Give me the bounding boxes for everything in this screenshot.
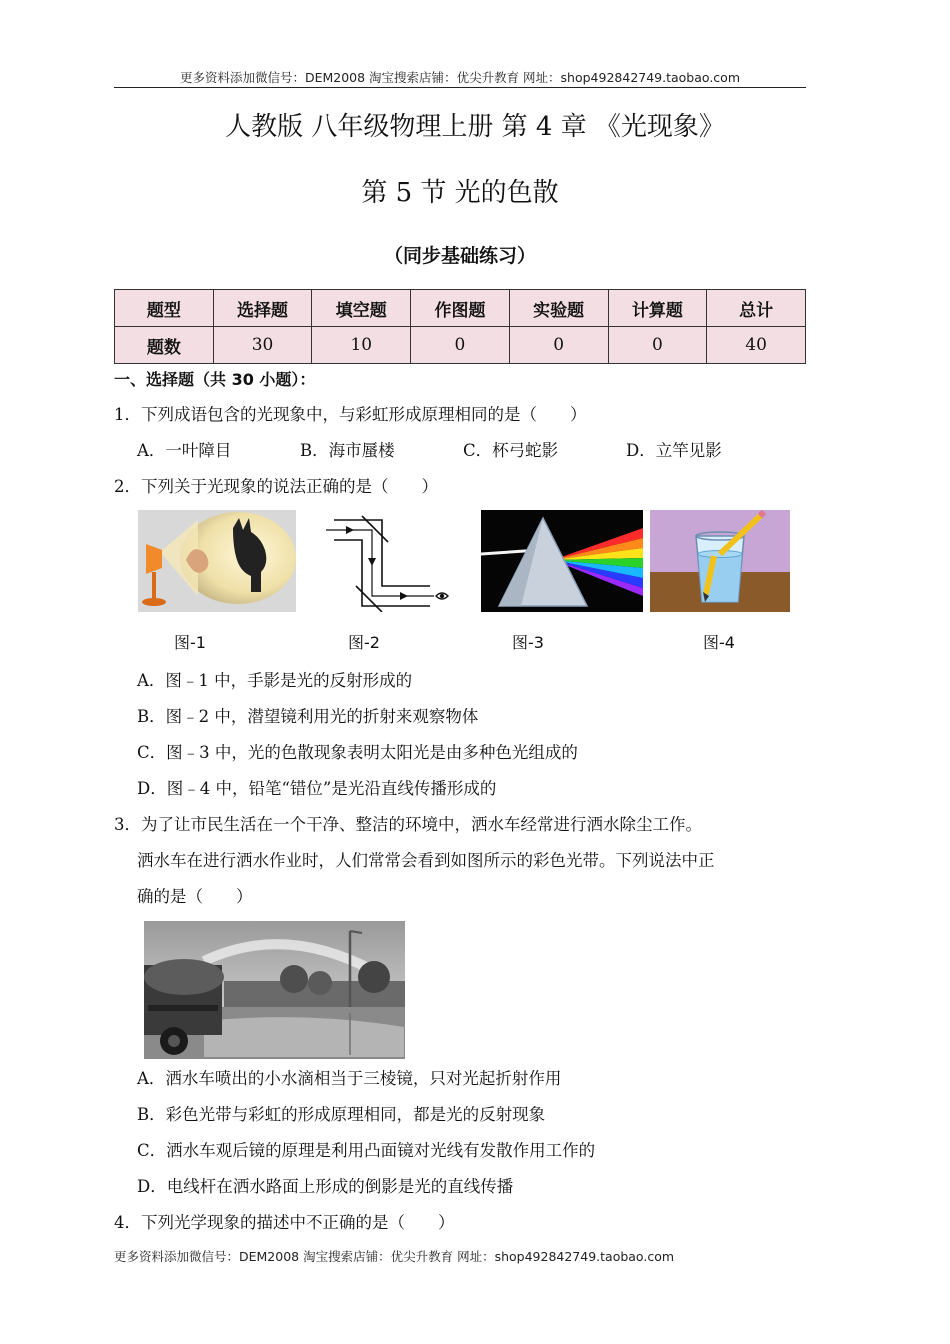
question-3-option-d: D．电线杆在洒水路面上形成的倒影是光的直线传播 [137,1177,514,1196]
stats-header-row [115,290,806,327]
question-1-option-d: D．立竿见影 [626,441,722,460]
stats-header-cell: 题型 [115,290,214,327]
page-header: 更多资料添加微信号：DEM2008 淘宝搜索店铺：优尖升教育 网址：shop492842749.taobao.com [179,70,741,85]
question-stats-table [114,289,806,364]
stats-header-cell: 作图题 [411,290,510,327]
question-2-option-d: D．图﹣4 中，铅笔“错位”是光沿直线传播形成的 [137,779,497,798]
stats-count-row [115,327,806,364]
figure-periscope [326,512,456,612]
stats-header-cell: 填空题 [312,290,411,327]
figure-prism-dispersion [481,510,643,612]
stats-value-cell: 0 [411,327,510,364]
question-1-option-c: C．杯弓蛇影 [463,441,559,460]
figure-1-caption: 图-1 [174,633,206,652]
section-heading: 一、选择题（共 30 小题）： [114,370,316,389]
figure-hand-shadow [138,510,296,612]
page-footer: 更多资料添加微信号：DEM2008 淘宝搜索店铺：优尖升教育 网址：shop492842749.taobao.com [114,1249,675,1264]
question-2-stem: 2．下列关于光现象的说法正确的是（ ） [114,477,438,496]
stats-value-cell: 0 [509,327,608,364]
question-2-option-b: B．图﹣2 中，潜望镜利用光的折射来观察物体 [137,707,479,726]
stats-header-cell: 选择题 [213,290,312,327]
header-divider [114,87,806,88]
question-1-option-a: A．一叶障目 [137,441,232,460]
practice-label: （同步基础练习） [383,245,536,267]
question-1-options [137,437,722,461]
question-3-stem-line-2: 洒水车在进行洒水作业时，人们常常会看到如图所示的彩色光带。下列说法中正 [137,851,715,870]
figure-pencil-in-water [650,510,790,612]
stats-value-cell: 30 [213,327,312,364]
stats-header-cell: 实验题 [509,290,608,327]
section-subtitle: 第 5 节 光的色散 [361,178,559,208]
stats-header-cell: 计算题 [608,290,707,327]
document-title: 人教版 八年级物理上册 第 4 章 《光现象》 [225,112,725,142]
stats-value-cell: 40 [707,327,806,364]
figure-4-caption: 图-4 [703,633,735,652]
figure-sprinkler-truck-photo [144,921,405,1059]
question-3-stem-line-1: 3．为了让市民生活在一个干净、整洁的环境中，洒水车经常进行洒水除尘工作。 [114,815,702,834]
question-3-option-b: B．彩色光带与彩虹的形成原理相同，都是光的反射现象 [137,1105,546,1124]
question-3-option-a: A．洒水车喷出的小水滴相当于三棱镜，只对光起折射作用 [137,1069,562,1088]
stats-value-cell: 0 [608,327,707,364]
question-2-option-c: C．图﹣3 中，光的色散现象表明太阳光是由多种色光组成的 [137,743,578,762]
question-4-stem: 4．下列光学现象的描述中不正确的是（ ） [114,1213,455,1232]
stats-value-cell: 10 [312,327,411,364]
figure-2-caption: 图-2 [348,633,380,652]
question-2-option-a: A．图﹣1 中，手影是光的反射形成的 [137,671,413,690]
question-1-option-b: B．海市蜃楼 [300,441,395,460]
question-3-stem-line-3: 确的是（ ） [137,887,253,906]
figure-3-caption: 图-3 [512,633,544,652]
question-1-stem: 1．下列成语包含的光现象中，与彩虹形成原理相同的是（ ） [114,405,587,424]
stats-row-label: 题数 [115,327,214,364]
stats-header-cell: 总计 [707,290,806,327]
question-3-option-c: C．洒水车观后镜的原理是利用凸面镜对光线有发散作用工作的 [137,1141,596,1160]
